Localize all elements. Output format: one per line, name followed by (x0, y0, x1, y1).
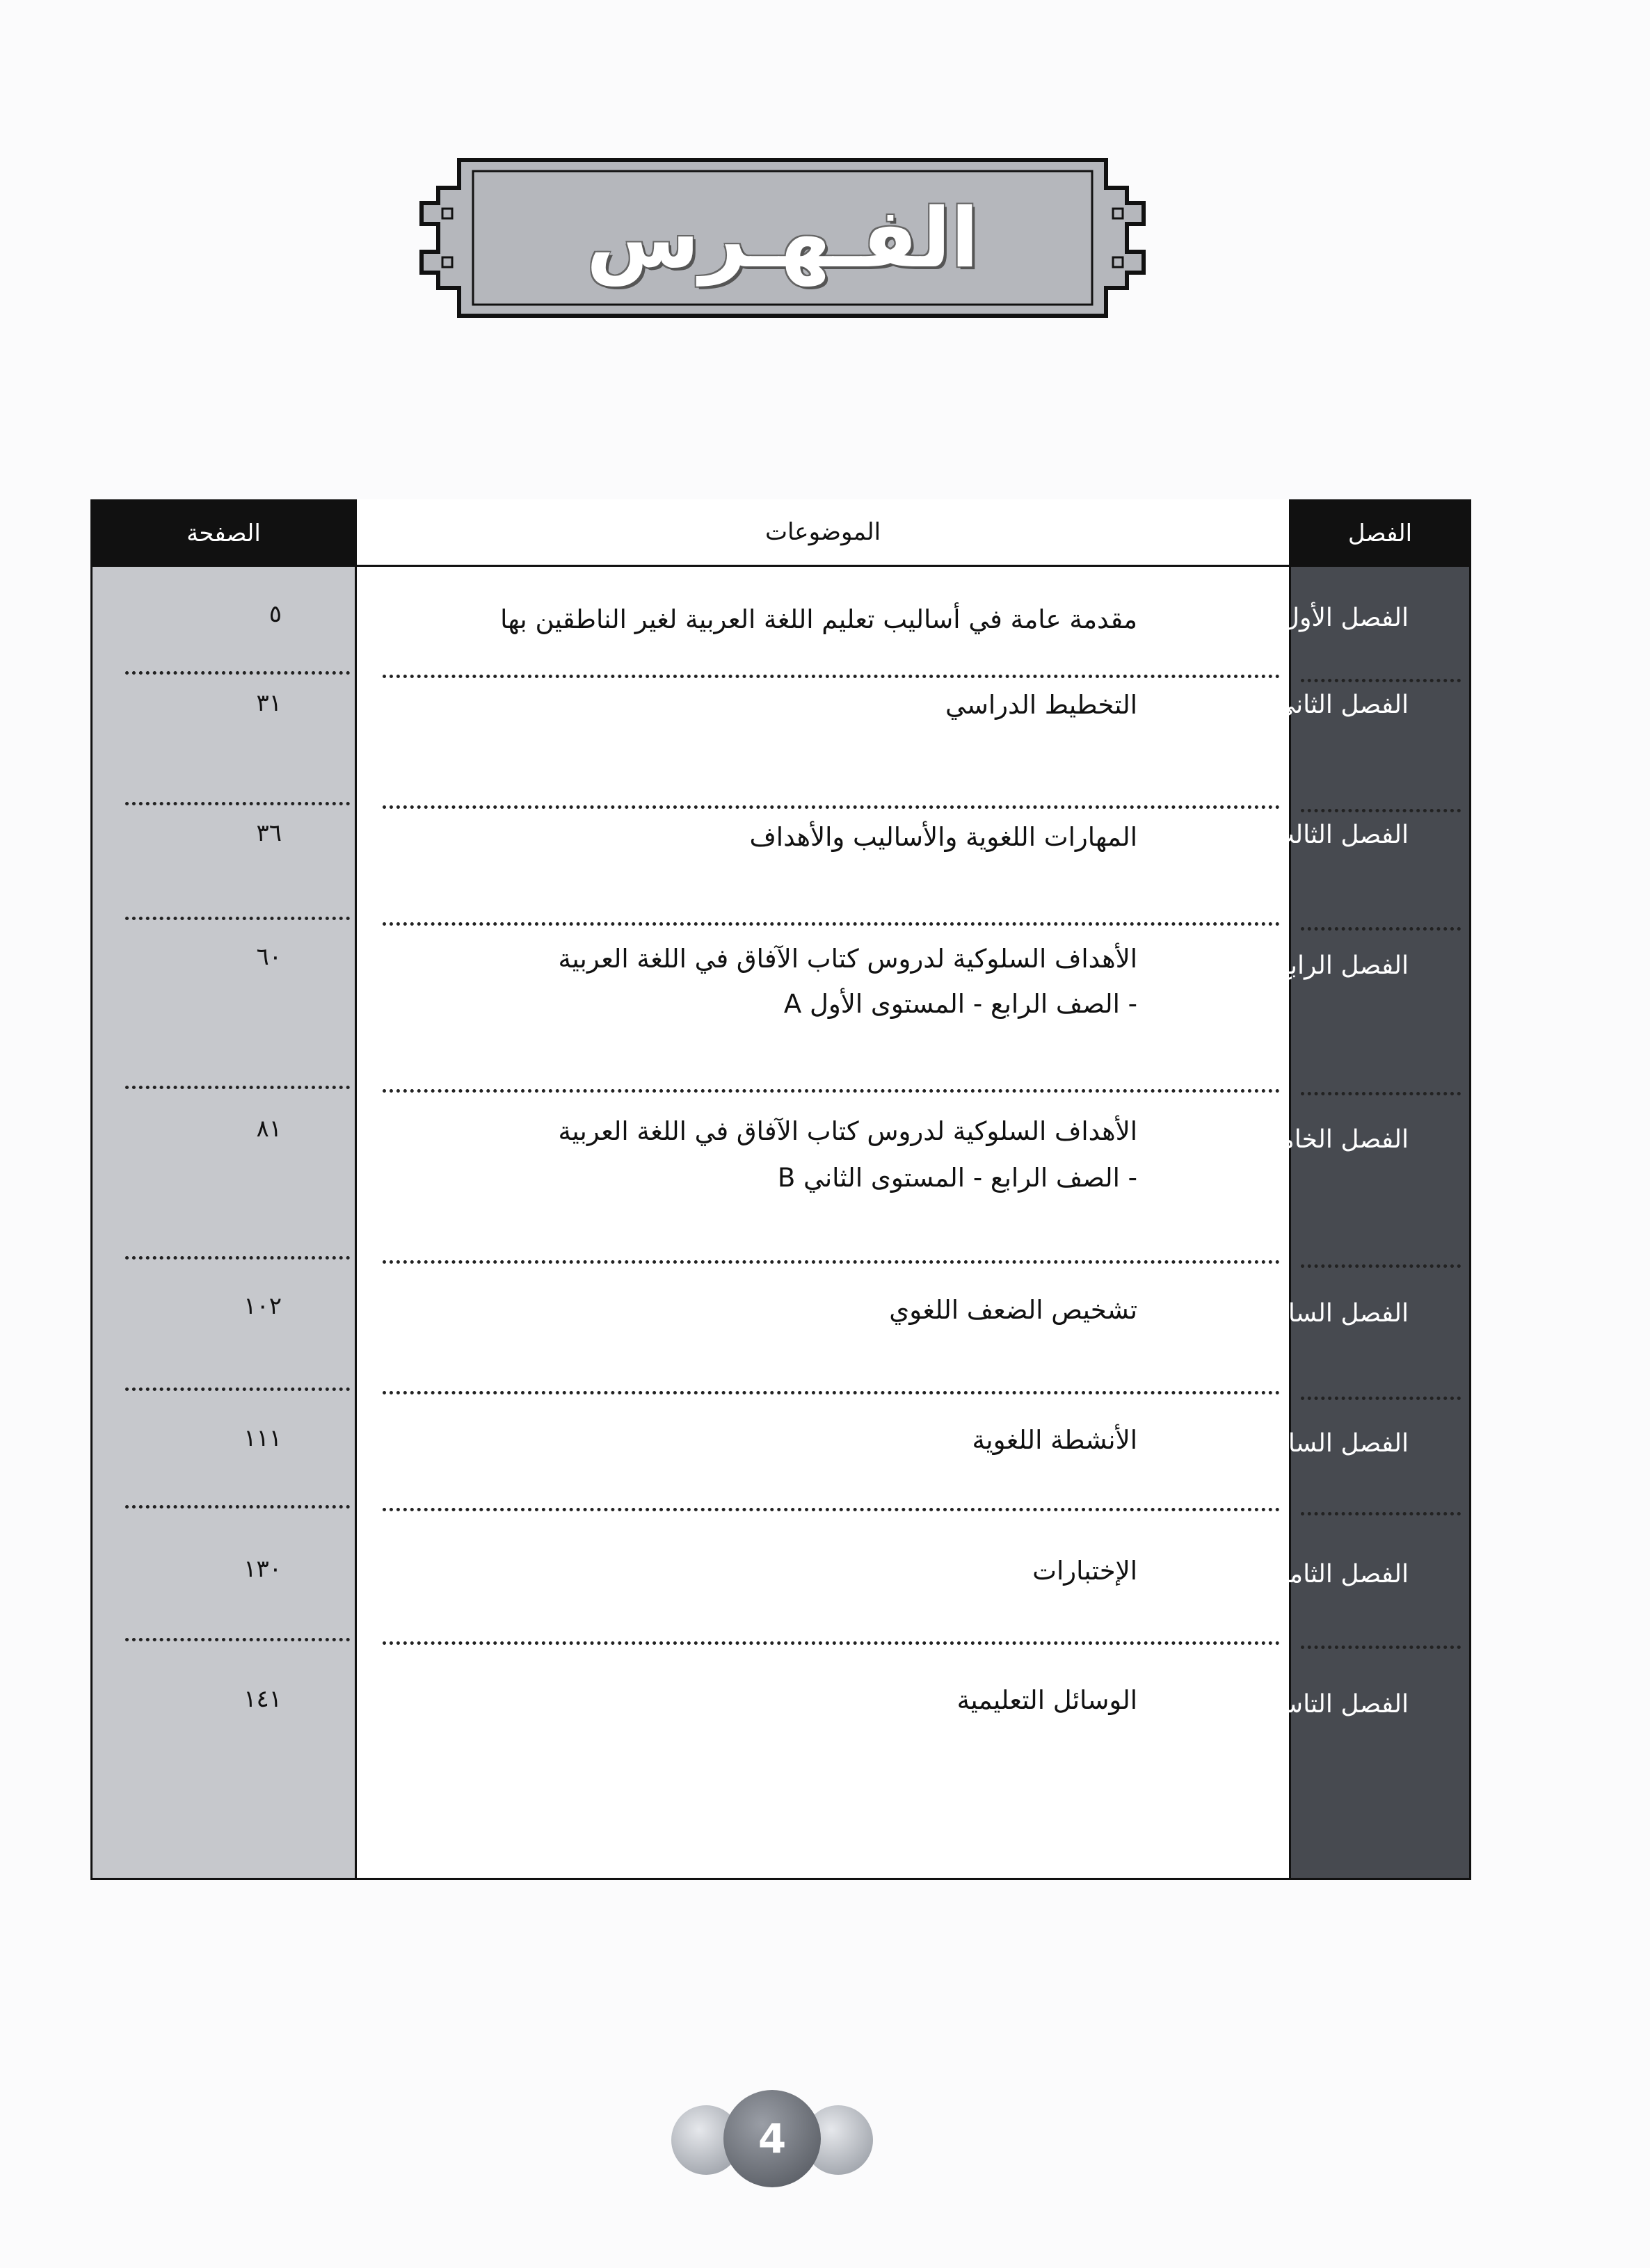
topic-line: - الصف الرابع - المستوى الثاني B (777, 1163, 1137, 1193)
page-ref: ٨١ (256, 1115, 282, 1143)
page-ref: ٣١ (256, 689, 282, 717)
chapter-label: الفصل التاسع (1268, 1690, 1409, 1719)
chapter-label: الفصل الثامن (1270, 1560, 1409, 1589)
page-ref: ١١١ (243, 1424, 282, 1452)
topic-line: المهارات اللغوية والأساليب والأهداف (749, 822, 1137, 852)
topic-line: التخطيط الدراسي (945, 690, 1137, 720)
chapter-label: الفصل الثاني (1275, 691, 1409, 719)
chapter-label: الفصل السابع (1267, 1429, 1409, 1458)
header-chapter: الفصل (1289, 499, 1471, 567)
page-ref: ٦٠ (256, 943, 282, 971)
topic-line: الأنشطة اللغوية (972, 1425, 1137, 1455)
title-plaque (417, 154, 1148, 321)
chapter-label: الفصل الأول (1281, 604, 1409, 632)
chapter-label: الفصل الثالث (1270, 821, 1409, 849)
chapter-label: الفصل السادس (1246, 1299, 1409, 1328)
topic-line: الأهداف السلوكية لدروس كتاب الآفاق في اللغة العربية (558, 1116, 1137, 1146)
page-title: الفـهـرس (586, 190, 979, 286)
header-topics: الموضوعات (357, 499, 1289, 567)
topic-line: الإختبارات (1032, 1556, 1137, 1586)
chapter-label: الفصل الخامس (1249, 1125, 1409, 1154)
topic-line: الوسائل التعليمية (956, 1685, 1137, 1715)
page-ref: ١٠٢ (243, 1292, 282, 1320)
topic-line: مقدمة عامة في أساليب تعليم اللغة العربية لغير الناطقين بها (500, 604, 1137, 634)
page-ref: ٥ (269, 600, 282, 628)
topic-line: الأهداف السلوكية لدروس كتاب الآفاق في اللغة العربية (558, 944, 1137, 974)
chapter-label: الفصل الرابع (1276, 951, 1409, 980)
page-ref: ١٤١ (243, 1685, 282, 1713)
topic-line: تشخيص الضعف اللغوي (889, 1295, 1137, 1325)
topic-line: - الصف الرابع - المستوى الأول A (783, 989, 1137, 1019)
page-number: 4 (758, 2115, 787, 2162)
table-of-contents (90, 499, 1471, 1880)
page-number-badge (664, 2090, 880, 2180)
header-page: الصفحة (90, 499, 357, 567)
page-ref: ١٣٠ (243, 1555, 282, 1583)
page-ref: ٣٦ (256, 819, 282, 847)
